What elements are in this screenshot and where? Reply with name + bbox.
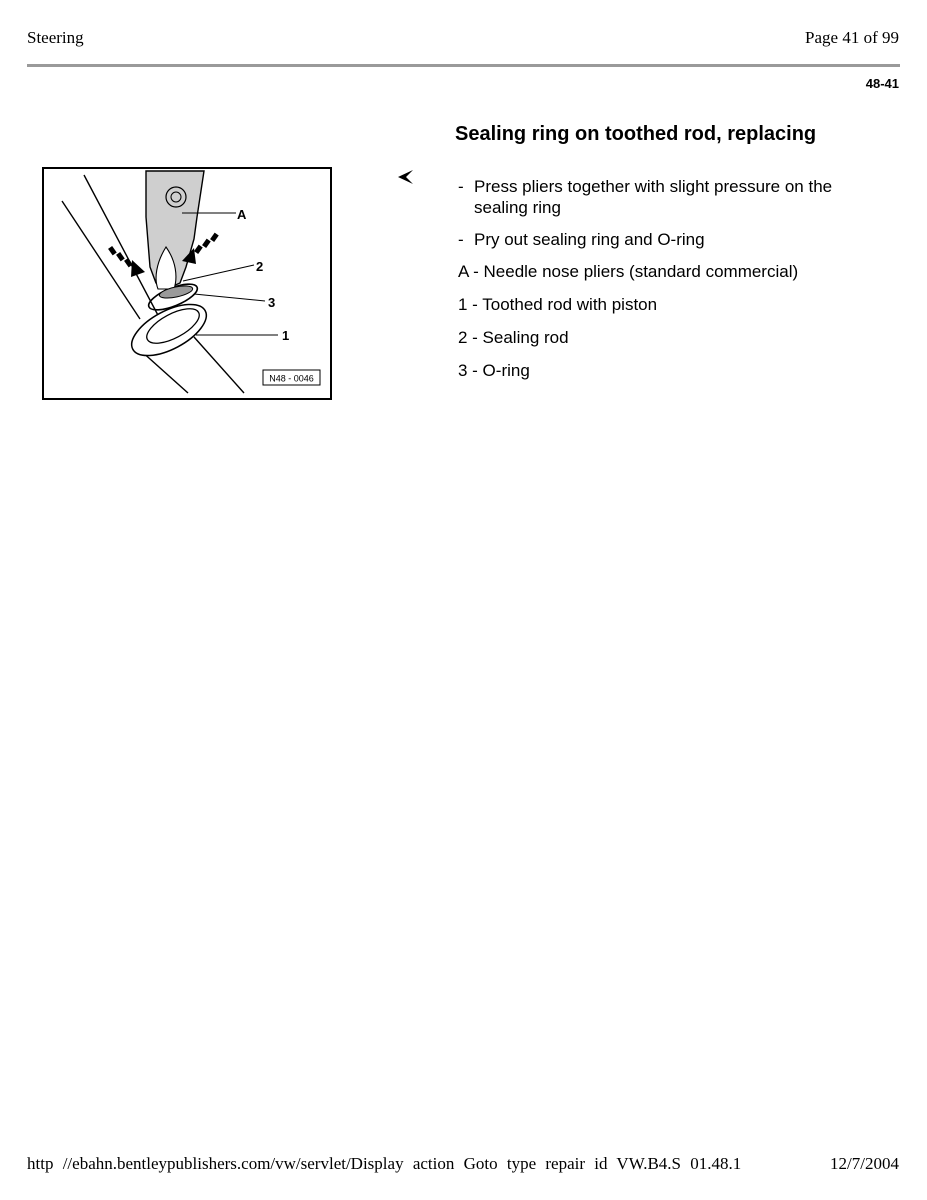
footer-url: http //ebahn.bentleypublishers.com/vw/servlet/Display action Goto type repair id VW.B4.S 01.48.1 (27, 1154, 742, 1173)
footer-date: 12/7/2004 (830, 1154, 899, 1173)
callout-1: 1 (282, 328, 290, 343)
page-header-title: Steering (27, 28, 84, 47)
step-text: Press pliers together with slight pressure on the sealing ring (474, 177, 833, 217)
callout-a: A (237, 207, 247, 222)
page-number-indicator: Page 41 of 99 (805, 28, 899, 47)
legend-item: 3 - O-ring (458, 361, 530, 380)
legend-item: 2 - Sealing rod (458, 328, 569, 347)
legend-item: 1 - Toothed rod with piston (458, 295, 658, 314)
procedure-illustration (42, 167, 332, 400)
figure-code: N48 - 0046 (269, 373, 314, 384)
section-code: 48-41 (865, 76, 899, 91)
callout-3: 3 (268, 295, 276, 310)
legend-item: A - Needle nose pliers (standard commercial) (458, 262, 799, 281)
callout-2: 2 (256, 259, 264, 274)
arrow-pointer-icon (397, 168, 415, 186)
step-bullet: - (458, 177, 464, 196)
step-bullet: - (458, 230, 464, 249)
procedure-step (458, 229, 705, 250)
step-text: Pry out sealing ring and O-ring (474, 230, 705, 249)
header-divider (27, 64, 900, 67)
procedure-heading: Sealing ring on toothed rod, replacing (455, 123, 817, 145)
procedure-step (458, 176, 832, 218)
